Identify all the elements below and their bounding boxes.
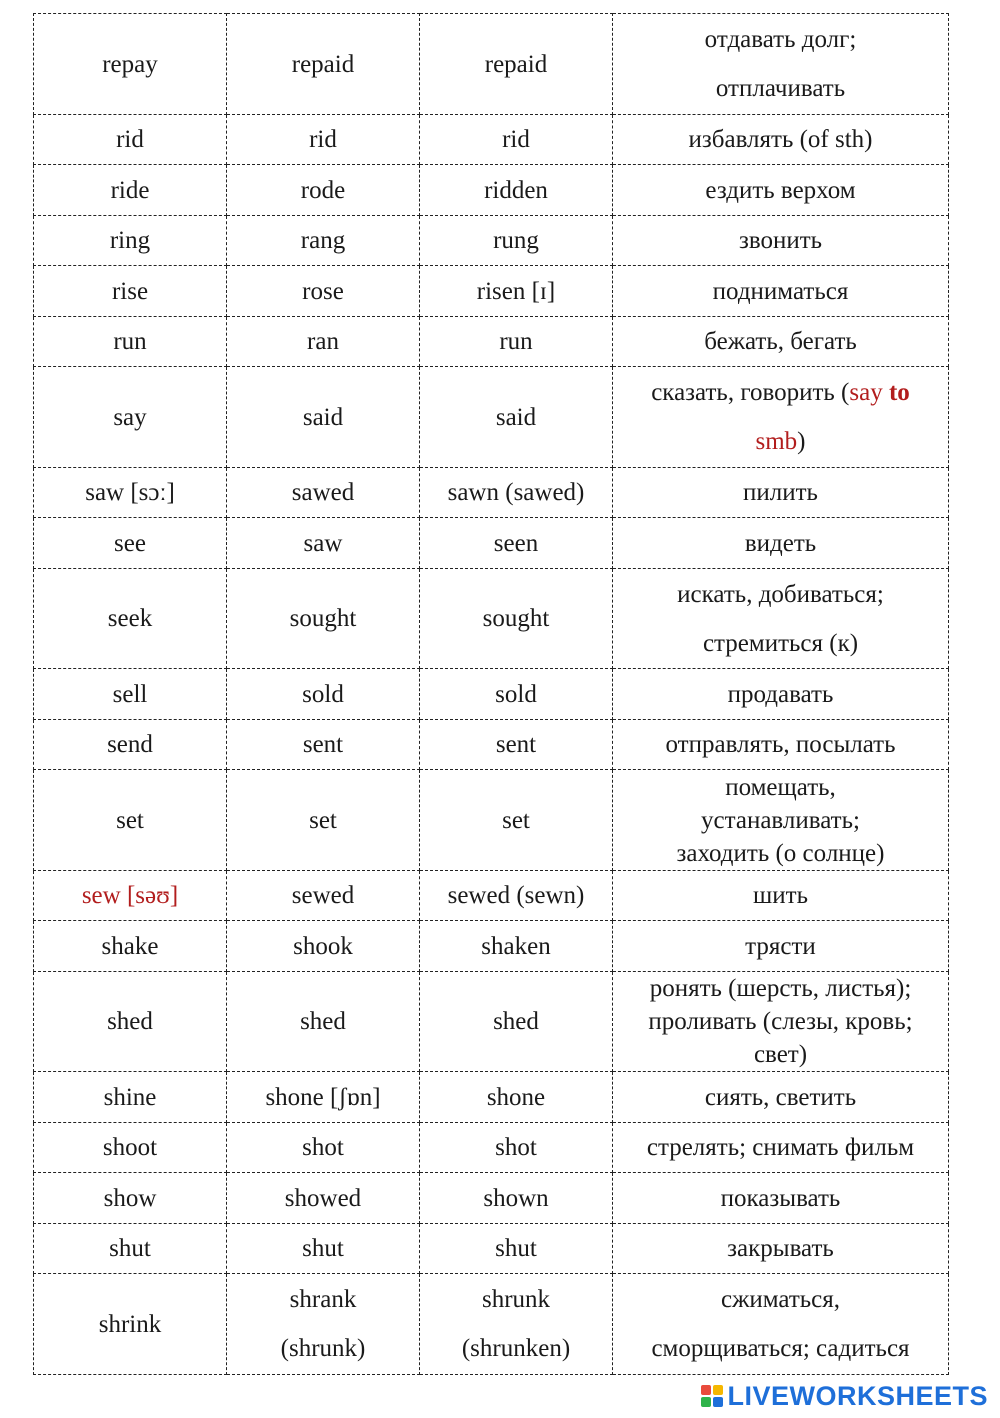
table-row — [34, 518, 949, 569]
participle-cell: run — [420, 317, 613, 367]
participle-cell: sent — [420, 720, 613, 770]
base-form-cell: ride — [34, 165, 227, 216]
logo-square — [701, 1385, 711, 1395]
logo-square — [713, 1397, 723, 1407]
past-form-cell: sewed — [227, 871, 420, 921]
base-form-cell: shoot — [34, 1123, 227, 1173]
participle-cell: set — [420, 770, 613, 871]
table-row — [34, 1072, 949, 1123]
participle-cell: shone — [420, 1072, 613, 1123]
base-form-cell: shrink — [34, 1274, 227, 1375]
translation-cell: отдавать долг; отплачивать — [613, 14, 949, 115]
participle-cell: shed — [420, 972, 613, 1072]
participle-cell: shut — [420, 1224, 613, 1274]
past-form-cell: rang — [227, 216, 420, 266]
translation-cell: шить — [613, 871, 949, 921]
participle-cell: sought — [420, 569, 613, 669]
base-form-cell: see — [34, 518, 227, 569]
highlighted-phrase: say — [849, 379, 889, 406]
participle-cell: said — [420, 367, 613, 468]
past-form-cell: sought — [227, 569, 420, 669]
past-form-cell: sold — [227, 669, 420, 720]
participle-cell: shown — [420, 1173, 613, 1224]
translation-cell: показывать — [613, 1173, 949, 1224]
liveworksheets-brand[interactable] — [701, 1380, 988, 1412]
table-row — [34, 115, 949, 165]
base-form-cell: say — [34, 367, 227, 468]
translation-cell: отправлять, посылать — [613, 720, 949, 770]
highlighted-preposition: to — [888, 379, 910, 406]
participle-cell: seen — [420, 518, 613, 569]
participle-cell: sewed (sewn) — [420, 871, 613, 921]
base-form-cell: send — [34, 720, 227, 770]
base-form-cell: rid — [34, 115, 227, 165]
past-form-cell: shed — [227, 972, 420, 1072]
table-row — [34, 266, 949, 317]
participle-cell: sold — [420, 669, 613, 720]
participle-cell: shaken — [420, 921, 613, 972]
base-form-cell: set — [34, 770, 227, 871]
table-row — [34, 165, 949, 216]
closing-paren: ) — [797, 428, 806, 455]
base-form-cell: rise — [34, 266, 227, 317]
translation-cell: ронять (шерсть, листья); проливать (слезы, кровь; свет) — [613, 972, 949, 1072]
table-row — [34, 972, 949, 1072]
past-form-cell: saw — [227, 518, 420, 569]
table-row — [34, 14, 949, 115]
highlighted-object: smb — [755, 428, 798, 455]
base-form-cell: ring — [34, 216, 227, 266]
translation-cell: звонить — [613, 216, 949, 266]
participle-cell: shrunk (shrunken) — [420, 1274, 613, 1375]
past-form-cell: shut — [227, 1224, 420, 1274]
table-row — [34, 921, 949, 972]
translation-cell: пилить — [613, 468, 949, 518]
base-form-cell: sew [səʊ] — [34, 871, 227, 921]
translation-cell: искать, добиваться; стремиться (к) — [613, 569, 949, 669]
past-form-cell: shrank (shrunk) — [227, 1274, 420, 1375]
translation-cell: стрелять; снимать фильм — [613, 1123, 949, 1173]
translation-text: сказать, говорить ( — [651, 379, 850, 406]
translation-cell: бежать, бегать — [613, 317, 949, 367]
logo-square — [713, 1385, 723, 1395]
past-form-cell: showed — [227, 1173, 420, 1224]
past-form-cell: sawed — [227, 468, 420, 518]
base-form-cell: seek — [34, 569, 227, 669]
table-row — [34, 871, 949, 921]
past-form-cell: rose — [227, 266, 420, 317]
participle-cell: rung — [420, 216, 613, 266]
table-row — [34, 317, 949, 367]
table-row — [34, 468, 949, 518]
past-form-cell: shook — [227, 921, 420, 972]
translation-cell: сиять, светить — [613, 1072, 949, 1123]
past-form-cell: set — [227, 770, 420, 871]
participle-cell: rid — [420, 115, 613, 165]
translation-cell: продавать — [613, 669, 949, 720]
brand-wordmark: LIVEWORKSHEETS — [727, 1380, 988, 1411]
participle-cell: risen [ɪ] — [420, 266, 613, 317]
table-row — [34, 1173, 949, 1224]
translation-cell: помещать, устанавливать; заходить (о солнце) — [613, 770, 949, 871]
base-form-cell: shut — [34, 1224, 227, 1274]
translation-cell: трясти — [613, 921, 949, 972]
liveworksheets-logo-icon — [701, 1385, 723, 1407]
past-form-cell: said — [227, 367, 420, 468]
table-row — [34, 770, 949, 871]
base-form-cell: shine — [34, 1072, 227, 1123]
base-form-cell: saw [sɔː] — [34, 468, 227, 518]
past-form-cell: ran — [227, 317, 420, 367]
table-row — [34, 1224, 949, 1274]
past-form-cell: shone [ʃɒn] — [227, 1072, 420, 1123]
translation-cell: сжиматься, сморщиваться; садиться — [613, 1274, 949, 1375]
translation-cell: видеть — [613, 518, 949, 569]
translation-cell: закрывать — [613, 1224, 949, 1274]
past-form-cell: repaid — [227, 14, 420, 115]
table-row — [34, 216, 949, 266]
logo-square — [701, 1397, 711, 1407]
past-form-cell: shot — [227, 1123, 420, 1173]
table-row — [34, 720, 949, 770]
base-form-cell: sell — [34, 669, 227, 720]
participle-cell: ridden — [420, 165, 613, 216]
table-row — [34, 1274, 949, 1375]
past-form-cell: rid — [227, 115, 420, 165]
past-form-cell: rode — [227, 165, 420, 216]
participle-cell: repaid — [420, 14, 613, 115]
table-row — [34, 1123, 949, 1173]
base-form-cell: run — [34, 317, 227, 367]
base-form-cell: repay — [34, 14, 227, 115]
translation-cell: подниматься — [613, 266, 949, 317]
past-form-cell: sent — [227, 720, 420, 770]
table-row — [34, 669, 949, 720]
translation-cell: ездить верхом — [613, 165, 949, 216]
base-form-cell: show — [34, 1173, 227, 1224]
base-form-cell: shed — [34, 972, 227, 1072]
participle-cell: sawn (sawed) — [420, 468, 613, 518]
table-row — [34, 367, 949, 468]
participle-cell: shot — [420, 1123, 613, 1173]
irregular-verbs-table — [33, 13, 949, 1375]
translation-cell — [613, 367, 949, 468]
base-form-cell: shake — [34, 921, 227, 972]
table-row — [34, 569, 949, 669]
translation-cell: избавлять (of sth) — [613, 115, 949, 165]
